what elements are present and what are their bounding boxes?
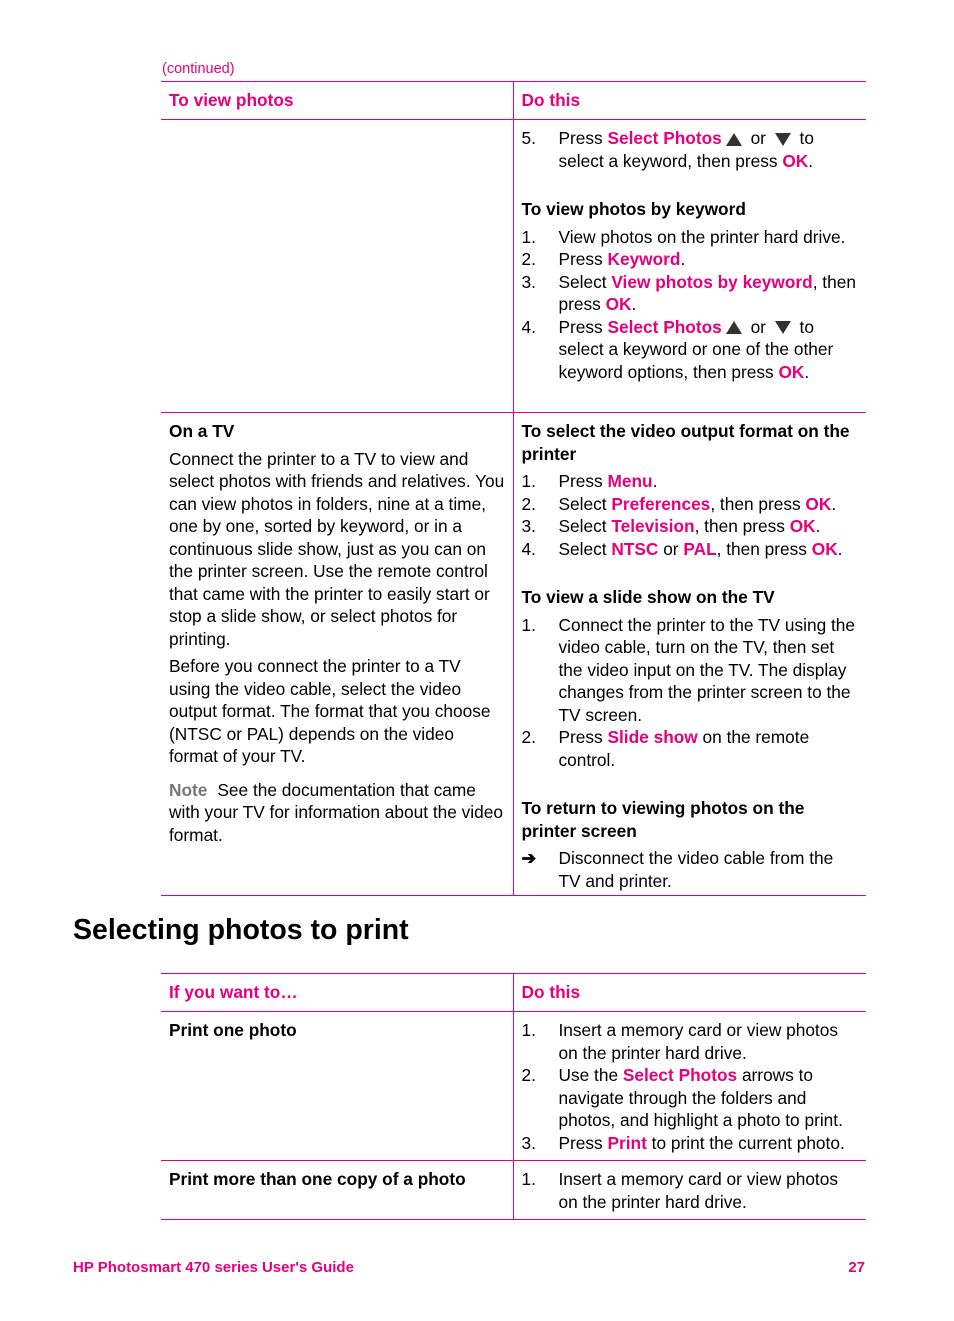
step-1: 1. Insert a memory card or view photos on the printer hard drive. [521,1020,838,1063]
step-5: 5. Press Select Photos or to select a keyword, then press OK. [521,128,814,171]
header-to-view-photos: To view photos [161,82,513,120]
step-1: 1. Insert a memory card or view photos on the printer hard drive. [521,1169,838,1212]
continued-label: (continued) [162,61,235,77]
header-do-this: Do this [513,82,866,120]
step-1: 1. View photos on the printer hard drive. [521,226,846,247]
select-photos-table [161,973,866,1220]
tv-steps-cell [513,413,866,896]
step-2: 2. Use the Select Photos arrows to navigate through the folders and photos, and highlight a photo to print. [521,1065,843,1130]
select-photos-label: Select Photos [607,128,722,148]
on-a-tv-paragraph-2: Before you connect the printer to a TV using the video cable, select the video output format. The format that you choose (NTSC or PAL) depends on the video format of your TV. [169,656,491,766]
subhead-video-output: To select the video output format on the printer [521,421,850,464]
step-4: 4. Select NTSC or PAL, then press OK. [521,538,843,559]
empty-cell [161,120,513,413]
up-triangle-icon [726,321,742,334]
print-copies-steps-cell [513,1161,866,1220]
section-title: Selecting photos to print [73,914,409,946]
keyword-steps-cell [513,120,866,413]
on-a-tv-cell [161,413,513,896]
header-do-this: Do this [513,974,866,1012]
step-4: 4. Press Select Photos or to select a keyword or one of the other keyword options, then press OK. [521,316,834,382]
step-3: 3. Select View photos by keyword, then press OK. [521,271,856,314]
print-copies-label: Print more than one copy of a photo [161,1161,513,1220]
footer-guide-title: HP Photosmart 470 series User's Guide [73,1259,354,1276]
step-1: 1. Press Menu. [521,471,658,491]
on-a-tv-title: On a TV [169,421,235,441]
step-2: 2. Press Keyword. [521,249,686,269]
down-triangle-icon [775,133,791,146]
note: Note See the documentation that came with your TV for information about the video format. [169,779,503,845]
arrow-icon: ➔ [521,848,536,868]
step-2: 2. Press Slide show on the remote control. [521,727,810,770]
subhead-view-by-keyword: To view photos by keyword [521,199,746,219]
header-if-you-want-to: If you want to… [161,974,513,1012]
print-one-steps-cell [513,1012,866,1161]
note-label: Note [169,779,208,800]
arrow-step: ➔ Disconnect the video cable from the TV and printer. [521,848,834,891]
up-triangle-icon [726,133,742,146]
subhead-slide-show: To view a slide show on the TV [521,587,775,607]
step-2: 2. Select Preferences, then press OK. [521,493,837,514]
view-photos-table [161,81,866,896]
down-triangle-icon [775,321,791,334]
step-3: 3. Press Print to print the current photo. [521,1132,845,1153]
on-a-tv-paragraph-1: Connect the printer to a TV to view and select photos with friends and relatives. You can view photos in folders, nine at a time, one by one, sorted by keyword, or in a continuous slide show, just as you can on the printer screen. Use the remote control that came with the printer to easily start or stop a slide show, or select photos for printing. [169,448,505,649]
step-3: 3. Select Television, then press OK. [521,516,821,536]
step-1: 1. Connect the printer to the TV using the video cable, turn on the TV, then set the video input on the TV. The display changes from the printer screen to the TV screen. [521,614,856,725]
print-one-photo-label: Print one photo [161,1012,513,1161]
subhead-return-to-printer: To return to viewing photos on the printer screen [521,798,805,841]
page-number: 27 [848,1259,865,1276]
